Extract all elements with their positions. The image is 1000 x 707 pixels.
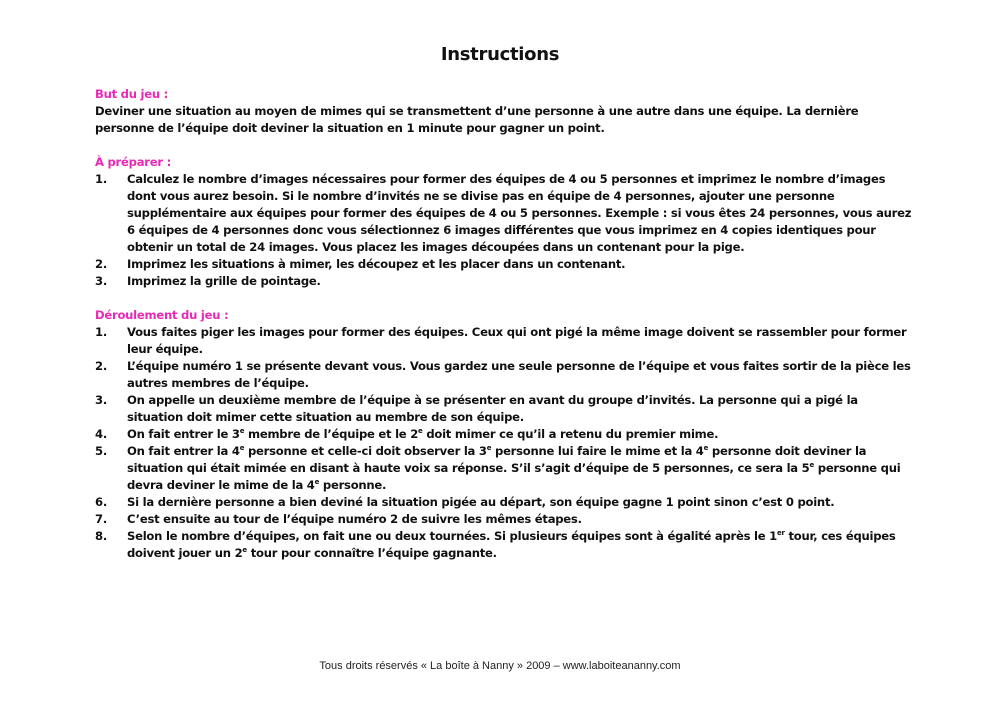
list-item <box>95 392 915 426</box>
item-number: 3. <box>95 393 107 407</box>
item-number: 2. <box>95 359 107 373</box>
item-text: Selon le nombre d’équipes, on fait une ou deux tournées. Si plusieurs équipes sont à égalité après le 1er tour, ces équipes doivent jouer un 2e tour pour connaître l’équipe gagnante. <box>127 529 896 560</box>
list-item <box>95 528 915 562</box>
item-text: On fait entrer le 3e membre de l’équipe et le 2e doit mimer ce qu’il a retenu du premier mime. <box>127 427 719 441</box>
list-item <box>95 426 915 443</box>
item-text: C’est ensuite au tour de l’équipe numéro 2 de suivre les mêmes étapes. <box>127 512 582 526</box>
item-number: 5. <box>95 444 107 458</box>
section-but <box>95 86 915 137</box>
item-number: 3. <box>95 274 107 288</box>
preparer-list <box>95 171 915 290</box>
section-preparer <box>95 154 915 290</box>
list-item <box>95 358 915 392</box>
page-footer: Tous droits réservés « La boîte à Nanny » 2009 – www.laboiteananny.com <box>319 660 681 672</box>
item-number: 6. <box>95 495 107 509</box>
item-number: 7. <box>95 512 107 526</box>
list-item <box>95 273 915 290</box>
item-text: Si la dernière personne a bien deviné la situation pigée au départ, son équipe gagne 1 point sinon c’est 0 point. <box>127 495 835 509</box>
item-text: On fait entrer la 4e personne et celle-ci doit observer la 3e personne lui faire le mime et la 4e personne doit deviner la situation qui était mimée en disant à haute voix sa réponse. S’il s’agit d’équipe de 5 personnes, ce sera la 5e personne qui devra deviner le mime de la 4e personne. <box>127 444 901 492</box>
section-heading-preparer: À préparer : <box>95 155 171 169</box>
item-number: 8. <box>95 529 107 543</box>
list-item <box>95 171 915 256</box>
instructions-content <box>95 86 915 579</box>
item-text: Calculez le nombre d’images nécessaires pour former des équipes de 4 ou 5 personnes et imprimez le nombre d’images dont vous aurez besoin. Si le nombre d’invités ne se divise pas en équipe de 4 personnes, ajouter une personne supplémentaire aux équipes pour former des équipes de 4 ou 5 personnes. Exemple : si vous êtes 24 personnes, vous aurez 6 équipes de 4 personnes donc vous sélectionnez 6 images différentes que vous imprimez en 4 copies identiques pour obtenir un total de 24 images. Vous placez les images découpées dans un contenant pour la pige. <box>127 172 912 254</box>
item-text: On appelle un deuxième membre de l’équipe à se présenter en avant du groupe d’invités. La personne qui a pigé la situation doit mimer cette situation au membre de son équipe. <box>127 393 858 424</box>
list-item <box>95 494 915 511</box>
section-deroulement <box>95 307 915 562</box>
section-heading-deroulement: Déroulement du jeu : <box>95 308 229 322</box>
list-item <box>95 324 915 358</box>
item-number: 1. <box>95 325 107 339</box>
page-title: Instructions <box>440 44 560 65</box>
item-number: 2. <box>95 257 107 271</box>
item-text: Vous faites piger les images pour former des équipes. Ceux qui ont pigé la même image doivent se rassembler pour former leur équipe. <box>127 325 907 356</box>
deroulement-list <box>95 324 915 562</box>
list-item <box>95 511 915 528</box>
section-text-but: Deviner une situation au moyen de mimes qui se transmettent d’une personne à une autre dans une équipe. La dernière personne de l’équipe doit deviner la situation en 1 minute pour gagner un point. <box>95 104 859 135</box>
item-text: Imprimez la grille de pointage. <box>127 274 321 288</box>
list-item <box>95 256 915 273</box>
item-text: Imprimez les situations à mimer, les découpez et les placer dans un contenant. <box>127 257 626 271</box>
item-number: 4. <box>95 427 107 441</box>
section-heading-but: But du jeu : <box>95 87 169 101</box>
item-number: 1. <box>95 172 107 186</box>
item-text: L’équipe numéro 1 se présente devant vous. Vous gardez une seule personne de l’équipe et vous faites sortir de la pièce les autres membres de l’équipe. <box>127 359 911 390</box>
list-item <box>95 443 915 494</box>
